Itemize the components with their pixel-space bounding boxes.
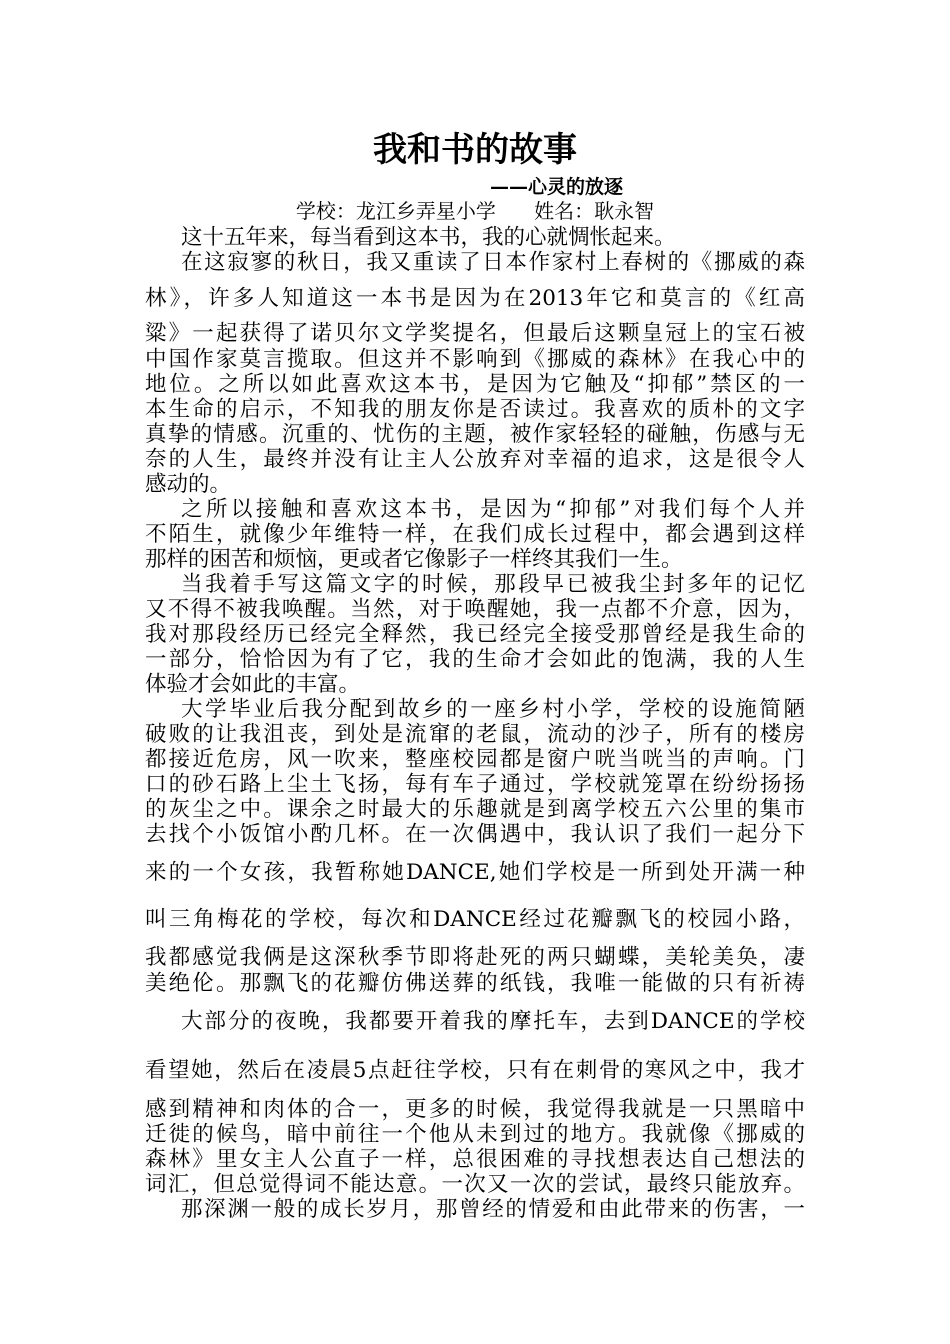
body-line: 大学毕业后我分配到故乡的一座乡村小学，学校的设施简陋 <box>181 697 805 722</box>
body-line: 那样的困苦和烦恼，更或者它像影子一样终其我们一生。 <box>145 547 683 572</box>
body-line: 不陌生，就像少年维特一样，在我们成长过程中，都会遇到这样 <box>145 522 805 547</box>
body-line: 地位。之所以如此喜欢这本书，是因为它触及“抑郁”禁区的一 <box>145 372 805 397</box>
body-line: 真挚的情感。沉重的、忧伤的主题，被作家轻轻的碰触，伤感与无 <box>145 422 805 447</box>
body-line: 本生命的启示，不知我的朋友你是否读过。我喜欢的质朴的文字 <box>145 397 805 422</box>
body-line: 之所以接触和喜欢这本书，是因为“抑郁”对我们每个人并 <box>181 497 805 522</box>
body-line: 林》，许多人知道这一本书是因为在2013年它和莫言的《红高 <box>145 286 805 311</box>
body-line: 当我着手写这篇文字的时候，那段早已被我尘封多年的记忆 <box>181 572 805 597</box>
body-line: 在这寂寥的秋日，我又重读了日本作家村上春树的《挪威的森 <box>181 250 805 275</box>
body-line: 来的一个女孩，我暂称她DANCE,她们学校是一所到处开满一种 <box>145 860 805 885</box>
body-line: 词汇，但总觉得词不能达意。一次又一次的尝试，最终只能放弃。 <box>145 1172 805 1197</box>
author-line: 学校：龙江乡弄星小学 姓名：耿永智 <box>295 199 655 223</box>
body-line: 口的砂石路上尘土飞扬，每有车子通过，学校就笼罩在纷纷扬扬 <box>145 772 805 797</box>
body-line: 去找个小饭馆小酌几杯。在一次偶遇中，我认识了我们一起分下 <box>145 822 805 847</box>
body-line: 森林》里女主人公直子一样，总很困难的寻找想表达自己想法的 <box>145 1147 805 1172</box>
body-line: 那深渊一般的成长岁月，那曾经的情爱和由此带来的伤害，一 <box>181 1197 805 1222</box>
body-line: 都接近危房，风一吹来，整座校园都是窗户咣当咣当的声响。门 <box>145 747 805 772</box>
body-line: 感到精神和肉体的合一，更多的时候，我觉得我就是一只黑暗中 <box>145 1097 805 1122</box>
body-line: 感动的。 <box>145 472 232 497</box>
body-line: 又不得不被我唤醒。当然，对于唤醒她，我一点都不介意，因为， <box>145 597 805 622</box>
body-line: 中国作家莫言揽取。但这并不影响到《挪威的森林》在我心中的 <box>145 347 805 372</box>
body-line: 美绝伦。那飘飞的花瓣仿佛送葬的纸钱，我唯一能做的只有祈祷 <box>145 971 805 996</box>
document-subtitle: ——心灵的放逐 <box>490 176 624 198</box>
body-line: 大部分的夜晚，我都要开着我的摩托车，去到DANCE的学校 <box>181 1009 805 1034</box>
body-line: 一部分，恰恰因为有了它，我的生命才会如此的饱满，我的人生 <box>145 647 805 672</box>
body-line: 的灰尘之中。课余之时最大的乐趣就是到离学校五六公里的集市 <box>145 797 805 822</box>
body-line: 看望她，然后在凌晨5点赶往学校，只有在刺骨的寒风之中，我才 <box>145 1058 805 1083</box>
body-line: 迁徙的候鸟，暗中前往一个他从未到过的地方。我就像《挪威的 <box>145 1122 805 1147</box>
body-line: 体验才会如此的丰富。 <box>145 672 361 697</box>
body-line: 我都感觉我俩是这深秋季节即将赴死的两只蝴蝶，美轮美奂，凄 <box>145 945 805 970</box>
body-line: 我对那段经历已经完全释然，我已经完全接受那曾经是我生命的 <box>145 622 805 647</box>
document-title: 我和书的故事 <box>373 130 577 170</box>
body-line: 破败的让我沮丧，到处是流窜的老鼠，流动的沙子，所有的楼房 <box>145 722 805 747</box>
body-line: 粱》一起获得了诺贝尔文学奖提名，但最后这颗皇冠上的宝石被 <box>145 321 805 346</box>
body-line: 奈的人生，最终并没有让主人公放弃对幸福的追求，这是很令人 <box>145 447 805 472</box>
body-line: 叫三角梅花的学校，每次和DANCE经过花瓣飘飞的校园小路， <box>145 907 805 932</box>
body-line: 这十五年来，每当看到这本书，我的心就惆怅起来。 <box>181 225 676 250</box>
